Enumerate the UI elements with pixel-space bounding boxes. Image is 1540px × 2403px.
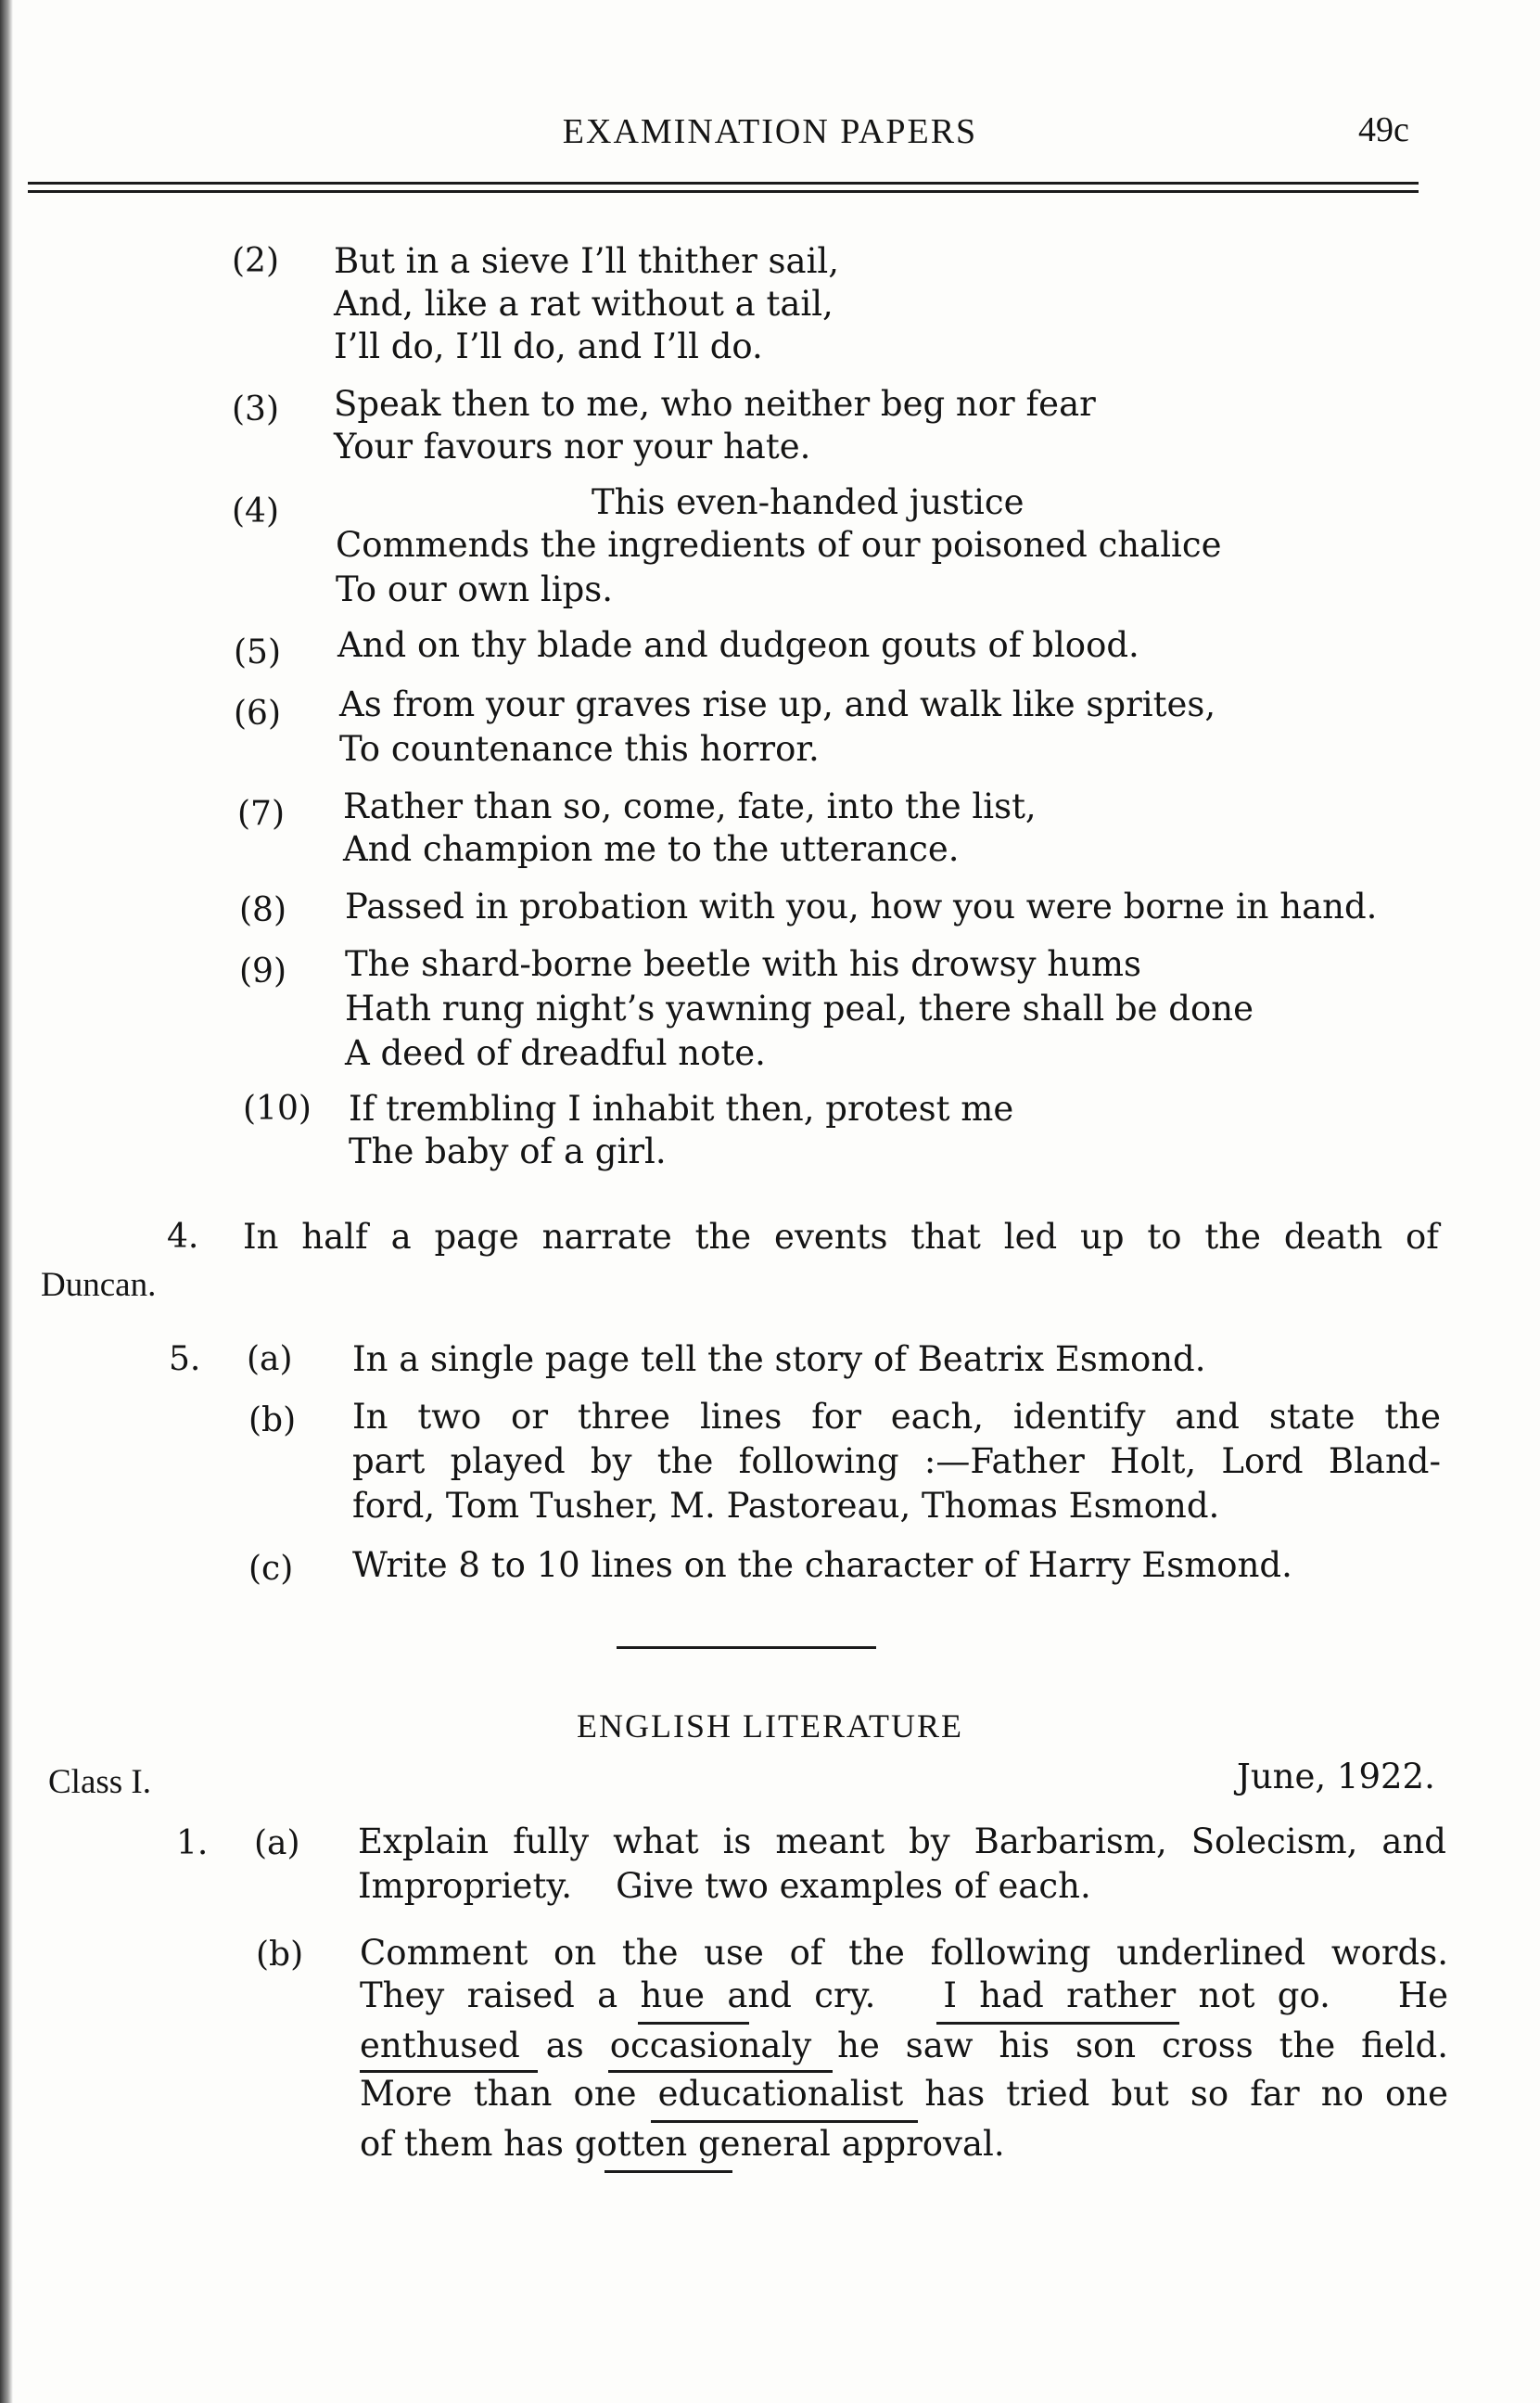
passage-line: And, like a rat without a tail, (334, 284, 834, 324)
question-text: ford, Tom Tusher, M. Pastoreau, Thomas Esmond. (352, 1486, 1220, 1526)
question-text: They raised a hue and cry. I had rather not go. He (360, 1975, 1448, 2015)
passage-number: (4) (232, 492, 279, 530)
passage-line: Speak then to me, who neither beg nor fear (334, 384, 1096, 424)
question-text: of them has gotten general approval. (360, 2124, 1005, 2164)
passage-number: (2) (232, 242, 279, 280)
passage-line: But in a sieve I’ll thither sail, (334, 241, 840, 281)
passage-line: Rather than so, come, fate, into the list, (343, 786, 1037, 826)
page-number: 49c (1358, 110, 1409, 149)
question-text: In two or three lines for each, identify and state the (352, 1397, 1441, 1437)
passage-line: To our own lips. (336, 569, 614, 609)
question-text: Impropriety. Give two examples of each. (358, 1866, 1091, 1906)
underline-i-had-rather (936, 2022, 1179, 2025)
passage-line: This even-handed justice (592, 482, 1025, 522)
sub-question-label: (c) (248, 1550, 294, 1588)
passage-number: (5) (234, 633, 281, 671)
passage-number: (7) (237, 795, 285, 833)
question-text: In a single page tell the story of Beatrix Esmond. (352, 1339, 1206, 1379)
passage-number: (6) (234, 695, 281, 733)
question-text: In half a page narrate the events that led up to the death of (243, 1217, 1439, 1257)
class-label: Class I. (48, 1763, 151, 1801)
underline-hue (638, 2022, 749, 2025)
sub-question-label: (b) (248, 1401, 297, 1439)
passage-line: The shard-borne beetle with his drowsy hums (345, 944, 1141, 984)
passage-line: Passed in probation with you, how you were borne in hand. (345, 887, 1378, 927)
passage-line: Hath rung night’s yawning peal, there shall be done (345, 989, 1254, 1029)
passage-line: Commends the ingredients of our poisoned chalice (336, 525, 1222, 565)
question-number: 1. (176, 1824, 209, 1862)
passage-line: If trembling I inhabit then, protest me (349, 1089, 1014, 1129)
underline-enthused (360, 2070, 538, 2073)
underline-occasionaly (608, 2070, 833, 2073)
underline-gotten (605, 2170, 732, 2173)
question-number: 5. (169, 1340, 201, 1378)
sub-question-label: (b) (256, 1936, 304, 1974)
passage-number: (3) (232, 390, 279, 428)
passage-number: (10) (243, 1090, 312, 1128)
question-text: enthused as occasionaly he saw his son cross the field. (360, 2026, 1448, 2065)
question-text: Comment on the use of the following underlined words. (360, 1933, 1448, 1973)
passage-number: (9) (239, 952, 286, 991)
passage-line: And on thy blade and dudgeon gouts of blood. (337, 625, 1139, 665)
passage-line: And champion me to the utterance. (343, 829, 960, 869)
passage-line: A deed of dreadful note. (345, 1033, 766, 1073)
question-number: 4. (167, 1218, 199, 1256)
sub-question-label: (a) (247, 1340, 293, 1378)
question-text: Write 8 to 10 lines on the character of Harry Esmond. (352, 1545, 1292, 1585)
section-title: ENGLISH LITERATURE (577, 1707, 963, 1745)
section-divider (617, 1646, 876, 1649)
passage-line: Your favours nor your hate. (334, 427, 811, 467)
header-rule-bottom (28, 190, 1419, 193)
question-text: part played by the following :—Father Holt, Lord Bland- (352, 1441, 1441, 1481)
running-head: EXAMINATION PAPERS (562, 112, 978, 151)
underline-educationalist (651, 2120, 918, 2123)
page-edge-shadow (0, 0, 13, 2403)
passage-line: I’ll do, I’ll do, and I’ll do. (334, 326, 763, 366)
passage-line: To countenance this horror. (339, 729, 820, 769)
exam-date: June, 1922. (1237, 1757, 1435, 1796)
passage-line: The baby of a girl. (349, 1131, 667, 1171)
passage-line: As from your graves rise up, and walk like sprites, (339, 684, 1216, 724)
question-text: More than one educationalist has tried but so far no one (360, 2074, 1448, 2114)
question-text: Duncan. (41, 1266, 157, 1304)
sub-question-label: (a) (254, 1824, 300, 1862)
question-text: Explain fully what is meant by Barbarism, Solecism, and (358, 1821, 1446, 1861)
header-rule-top (28, 182, 1419, 185)
passage-number: (8) (239, 891, 286, 929)
